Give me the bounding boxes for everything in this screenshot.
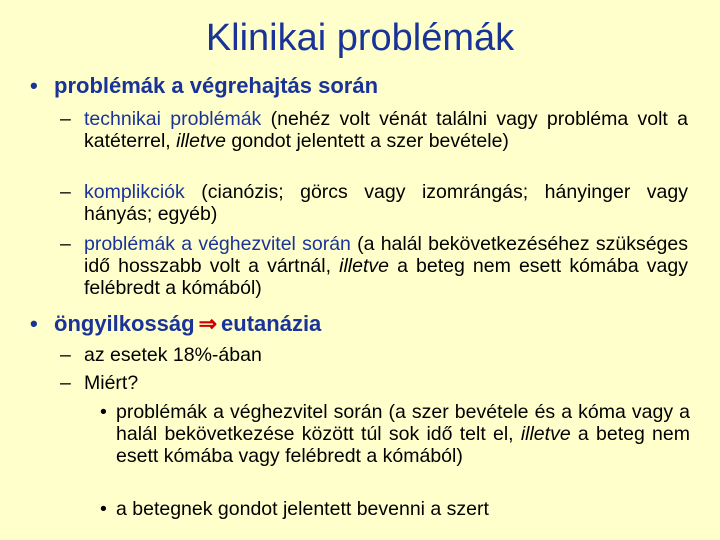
item-italic: illetve bbox=[176, 130, 226, 152]
item-text: gondot jelentett a szer bevétele) bbox=[225, 130, 509, 152]
bullet-icon: • bbox=[30, 311, 38, 336]
item-text: Miért? bbox=[84, 372, 139, 394]
sub-item-execution-problems bbox=[100, 401, 690, 467]
dash-icon: – bbox=[60, 372, 71, 394]
list-item-technical bbox=[60, 108, 688, 152]
section-heading-text: problémák a végrehajtás során bbox=[54, 73, 379, 98]
item-text: a beteg nem esett kómába vagy felébredt a kómából) bbox=[84, 255, 688, 299]
item-text: (cianózis; görcs vagy izomrángás; hányinger vagy hányás; egyéb) bbox=[84, 181, 688, 225]
bullet-icon: • bbox=[30, 73, 38, 98]
dash-icon: – bbox=[60, 108, 71, 130]
item-italic: illetve bbox=[339, 255, 389, 277]
sub-item-taking-drug bbox=[100, 498, 690, 520]
item-text: a betegnek gondot jelentett bevenni a szert bbox=[116, 498, 489, 520]
item-text: (nehéz volt vénát találni vagy probléma volt a katéterrel, bbox=[84, 108, 688, 152]
page-title: Klinikai problémák bbox=[205, 17, 515, 59]
dash-icon: – bbox=[60, 233, 71, 255]
list-item-execution bbox=[60, 233, 688, 299]
item-highlight: komplikciók bbox=[84, 181, 185, 203]
list-item-complications bbox=[60, 181, 688, 225]
section-heading-text: öngyilkosság ⇒ eutanázia bbox=[54, 311, 322, 336]
list-item-percentage bbox=[60, 344, 688, 366]
list-item-why bbox=[60, 372, 688, 394]
bullet-icon: • bbox=[100, 401, 107, 423]
arrow-icon: ⇒ bbox=[198, 311, 218, 336]
item-text: (a halál bekövetkezéséhez szükséges idő hosszabb volt a vártnál, bbox=[84, 233, 688, 277]
item-text: a beteg nem esett kómába vagy felébredt a kómából) bbox=[116, 423, 690, 467]
item-text: problémák a véghezvitel során (a szer bevétele és a kóma vagy a halál bekövetkezése között túl sok idő telt el, bbox=[116, 401, 690, 445]
dash-icon: – bbox=[60, 181, 71, 203]
item-highlight: technikai problémák bbox=[84, 108, 262, 130]
item-italic: illetve bbox=[520, 423, 571, 445]
item-text: az esetek 18%-ában bbox=[84, 344, 262, 366]
item-highlight: problémák a véghezvitel során bbox=[84, 233, 351, 255]
dash-icon: – bbox=[60, 344, 71, 366]
bullet-icon: • bbox=[100, 498, 107, 520]
